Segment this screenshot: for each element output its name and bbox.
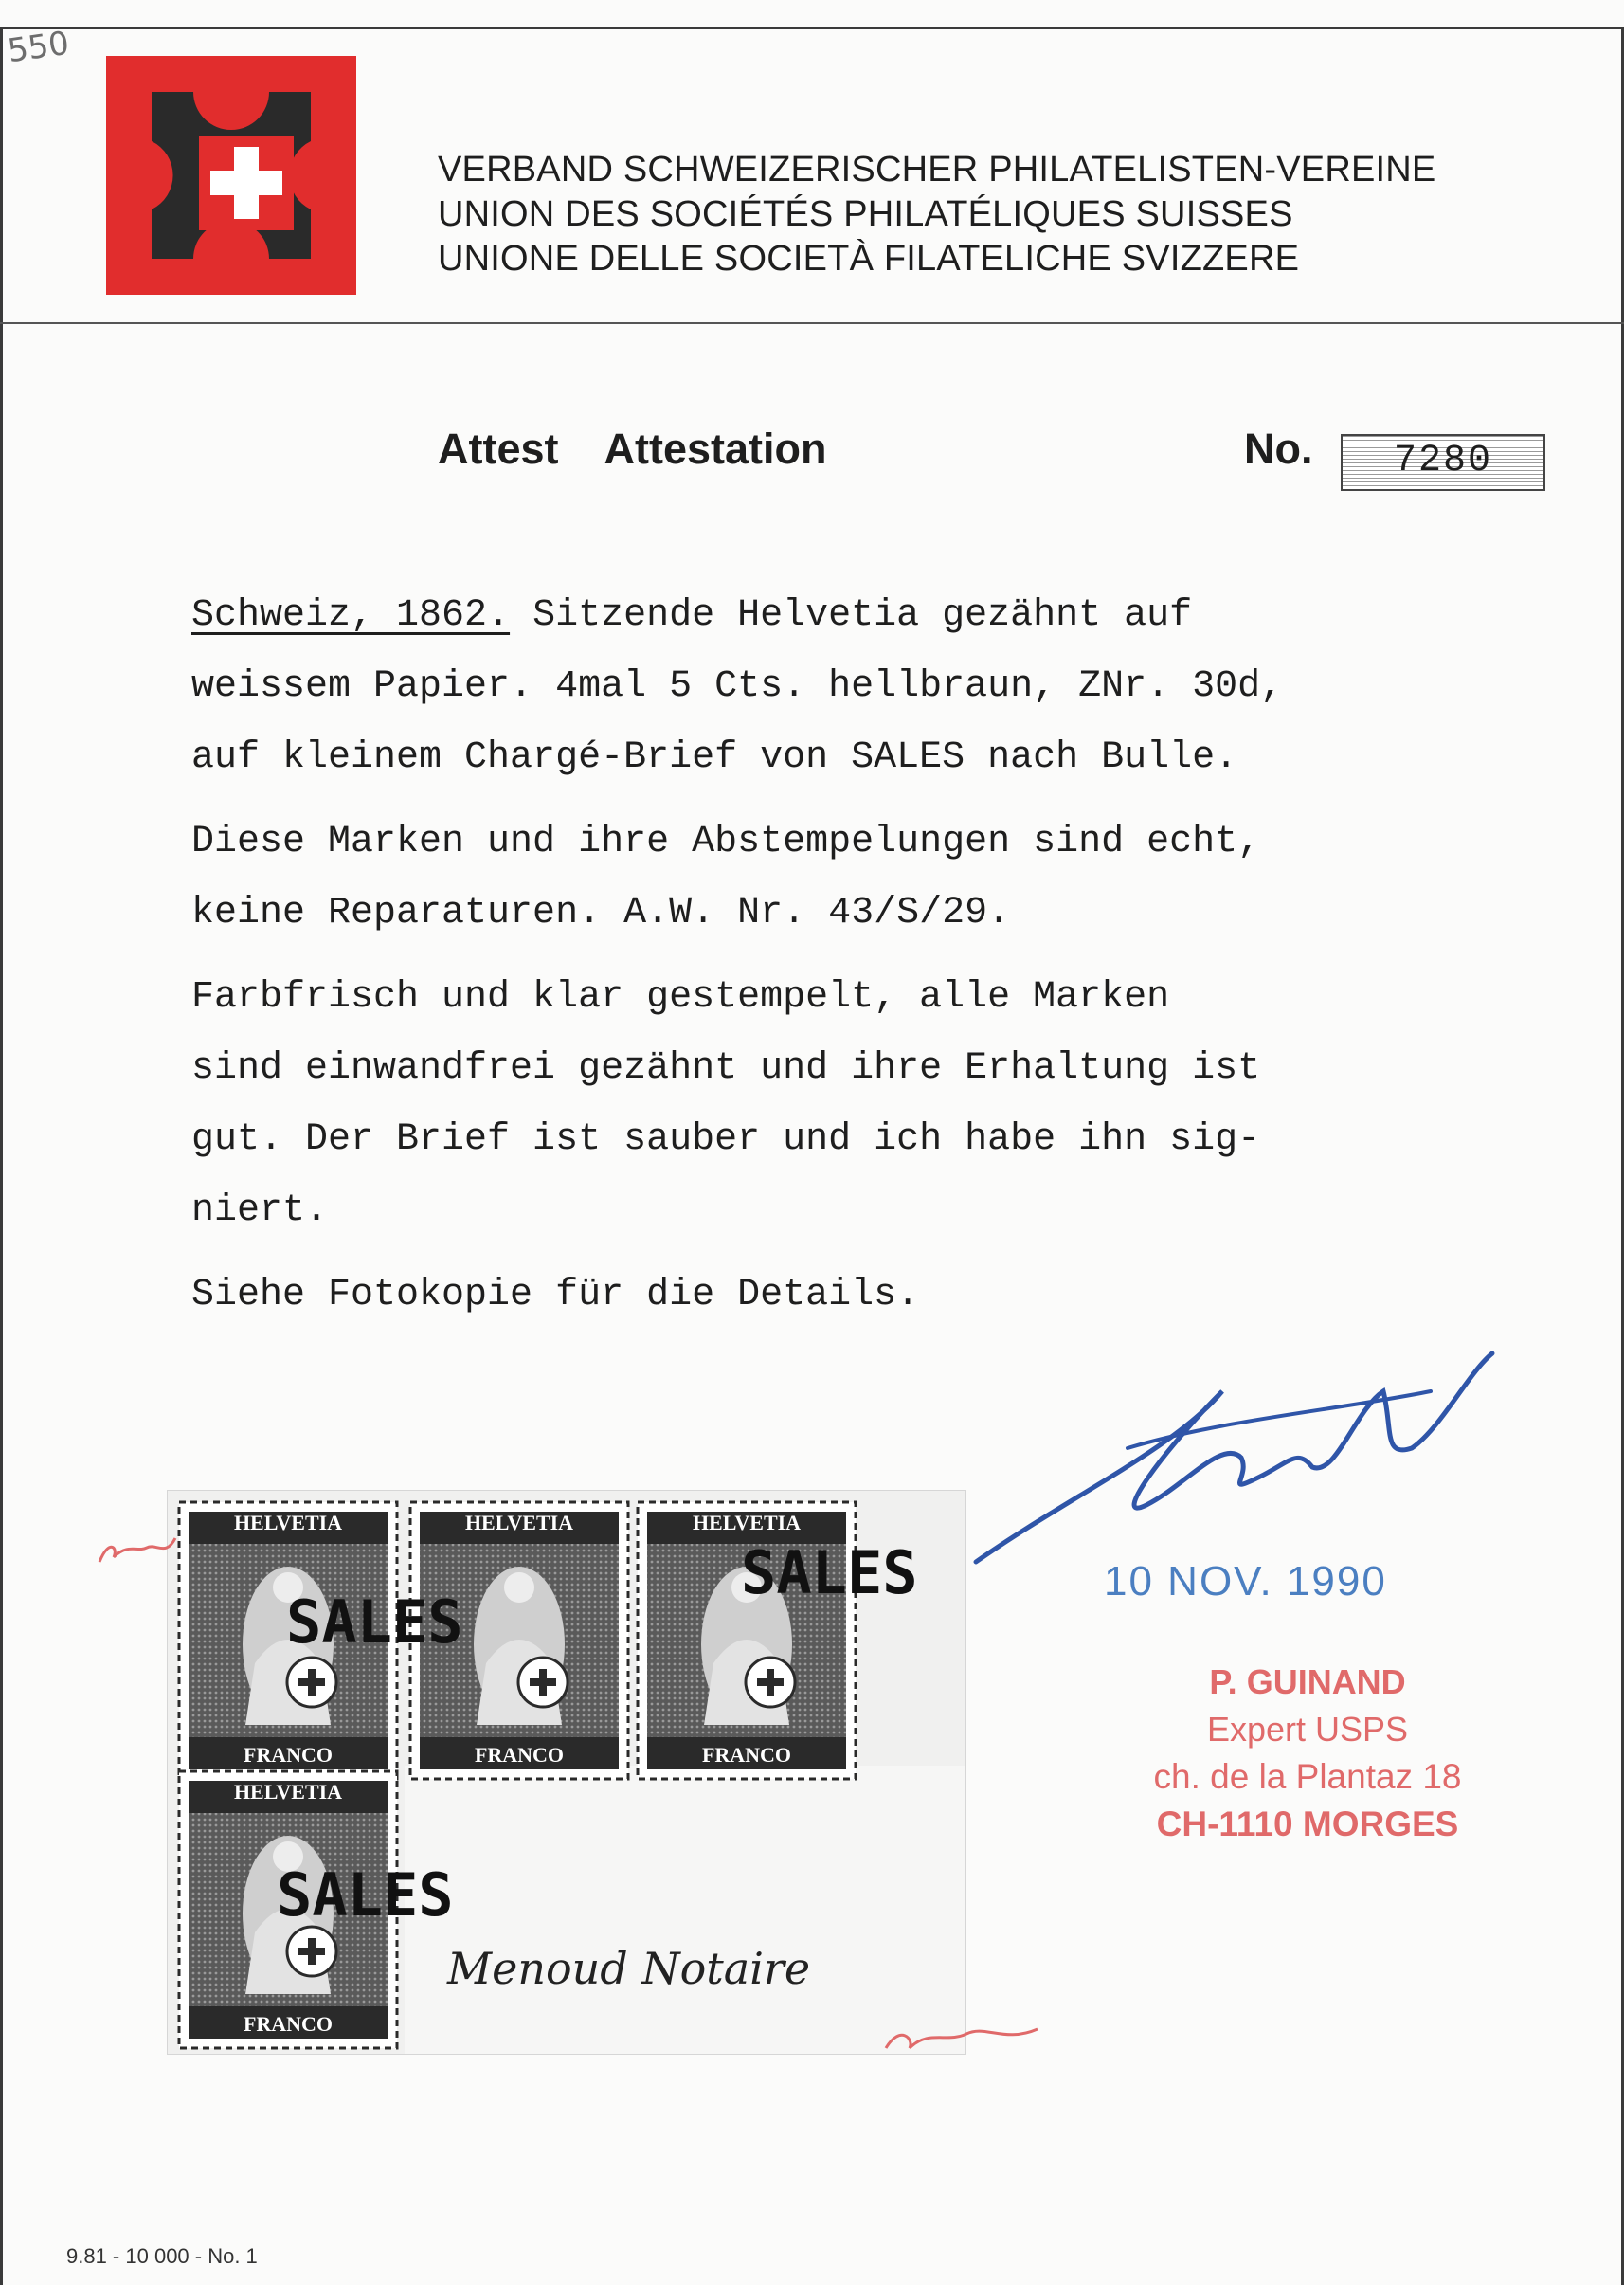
body-paragraph-4 [191, 1260, 1556, 1331]
expert-street: ch. de la Plantaz 18 [1153, 1757, 1462, 1796]
postmark-sales: SALES [277, 1860, 454, 1930]
title-attestation: Attestation [604, 425, 827, 473]
photocopy-image [167, 1490, 966, 2055]
stamp-bottom-label: FRANCO [701, 1743, 792, 1767]
body-line: weissem Papier. 4mal 5 Cts. hellbraun, ZNr. 30d, [191, 665, 1284, 708]
date-stamp: 10 NOV. 1990 [1104, 1558, 1387, 1605]
body-paragraph-3 [191, 962, 1556, 1246]
form-number: 9.81 - 10 000 - No. 1 [66, 2244, 258, 2268]
body-line: auf kleinem Chargé-Brief von SALES nach Bulle. [191, 736, 1238, 779]
postmark-sales: SALES [286, 1587, 463, 1657]
stamp-bottom-label: FRANCO [243, 2012, 334, 2036]
certificate-number: 7280 [1393, 440, 1492, 482]
body-line: keine Reparaturen. A.W. Nr. 43/S/29. [191, 892, 1011, 934]
body-paragraph-2 [191, 807, 1556, 949]
red-initial-mark [95, 1529, 180, 1576]
body-line: sind einwandfrei gezähnt und ihre Erhaltung ist [191, 1047, 1261, 1090]
expert-stamp [1118, 1659, 1497, 1848]
postmark-sales: SALES [741, 1538, 918, 1607]
body-line: Siehe Fotokopie für die Details. [191, 1274, 920, 1316]
stamp-bottom-label: FRANCO [474, 1743, 565, 1767]
document-title [438, 425, 827, 474]
body-line: gut. Der Brief ist sauber und ich habe ihn sig- [191, 1118, 1261, 1161]
page-border-top [0, 27, 1624, 29]
logo-graphic [106, 56, 356, 295]
attest-body [191, 580, 1556, 1331]
body-line: niert. [191, 1189, 329, 1232]
org-line-fr: UNION DES SOCIÉTÉS PHILATÉLIQUES SUISSES [438, 194, 1293, 234]
body-paragraph-1 [191, 580, 1556, 793]
expert-name: P. GUINAND [1209, 1662, 1406, 1701]
expert-title: Expert USPS [1206, 1710, 1409, 1749]
organization-name [438, 148, 1435, 281]
org-line-de: VERBAND SCHWEIZERISCHER PHILATELISTEN-VEREINE [438, 150, 1436, 190]
signature-graphic [938, 1334, 1507, 1581]
stamp-bottom-label: FRANCO [243, 1743, 334, 1767]
title-attest: Attest [438, 425, 559, 473]
org-line-it: UNIONE DELLE SOCIETÀ FILATELICHE SVIZZERE [438, 239, 1300, 279]
swiss-cross-logo-icon [106, 56, 356, 295]
certificate-number-label: No. [1244, 425, 1313, 473]
country-year: Schweiz, 1862. [191, 594, 511, 637]
body-line: Farbfrisch und klar gestempelt, alle Marken [191, 976, 1170, 1019]
stamp-top-label: HELVETIA [233, 1780, 343, 1804]
page-border-left [0, 27, 3, 2285]
stamp-top-label: HELVETIA [464, 1511, 574, 1534]
body-line [191, 580, 1556, 651]
body-line: Diese Marken und ihre Abstempelungen sind echt, [191, 821, 1261, 863]
expert-city: CH-1110 MORGES [1156, 1804, 1459, 1843]
header-divider [0, 322, 1624, 324]
handwritten-sender: Menoud Notaire [447, 1943, 811, 1994]
pencil-note: 550 [5, 24, 72, 71]
red-initial-mark [881, 2015, 1042, 2062]
stamp-top-label: HELVETIA [692, 1511, 802, 1534]
body-line-text: Sitzende Helvetia gezähnt auf [510, 594, 1193, 637]
certificate-number-box [1341, 434, 1545, 491]
stamp-top-label: HELVETIA [233, 1511, 343, 1534]
photocopy-graphic [168, 1491, 965, 2054]
